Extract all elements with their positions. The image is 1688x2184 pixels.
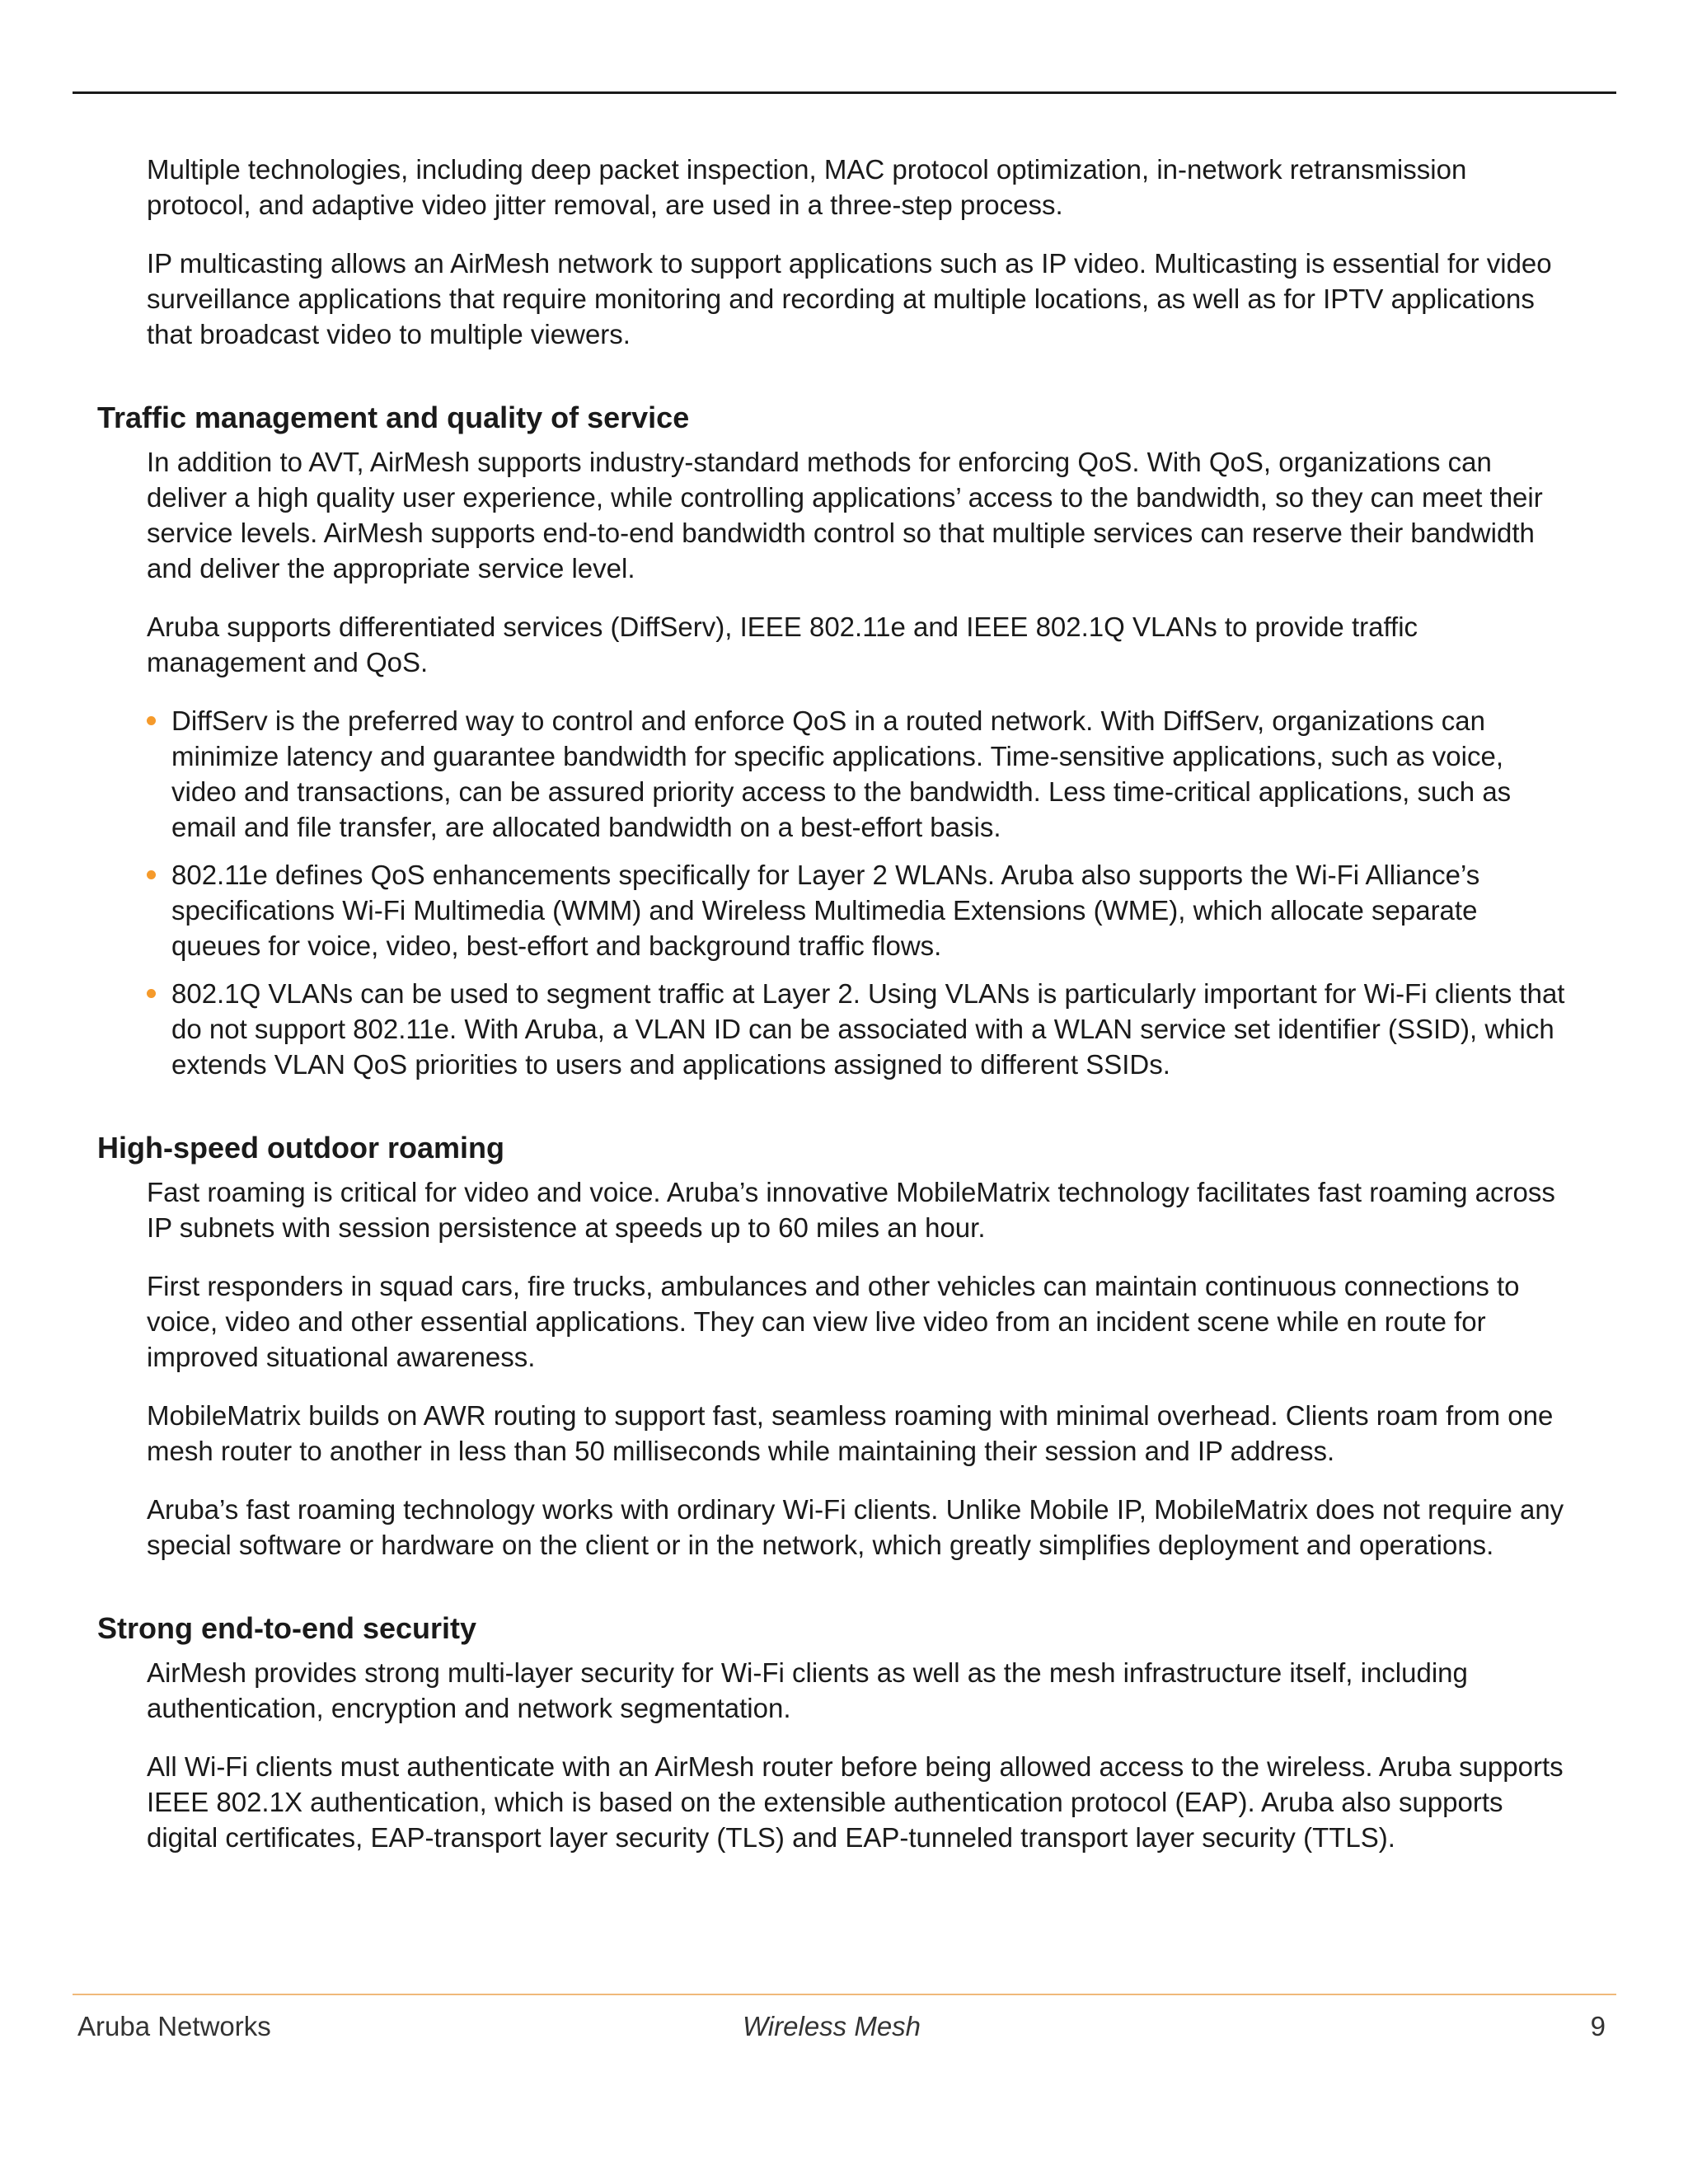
- list-item-text: 802.11e defines QoS enhancements specifically for Layer 2 WLANs. Aruba also supports the Wi-Fi Alliance’s specifications Wi-Fi Multimedia (WMM) and Wireless Multimedia Extensions (WME), which allocate separate queues for voice, video, best-effort and background traffic flows.: [171, 860, 1480, 961]
- header-rule: [73, 91, 1616, 94]
- list-item-text: 802.1Q VLANs can be used to segment traffic at Layer 2. Using VLANs is particularly important for Wi-Fi clients that do not support 802.11e. With Aruba, a VLAN ID can be associated with a WLAN service set identifier (SSID), which extends VLAN QoS priorities to users and applications assigned to different SSIDs.: [171, 978, 1565, 1080]
- section-heading-security: Strong end-to-end security: [97, 1611, 477, 1645]
- bullet-dot-icon: [147, 716, 156, 725]
- bullet-dot-icon: [147, 989, 156, 998]
- roaming-paragraph: Fast roaming is critical for video and voice. Aruba’s innovative MobileMatrix technology facilitates fast roaming across IP subnets with session persistence at speeds up to 60 miles an hour.: [147, 1177, 1555, 1243]
- list-item: [147, 976, 1573, 1082]
- footer-rule: [73, 1994, 1616, 1995]
- roaming-paragraph: Aruba’s fast roaming technology works with ordinary Wi-Fi clients. Unlike Mobile IP, MobileMatrix does not require any special software or hardware on the client or in the network, which greatly simplifies deployment and operations.: [147, 1494, 1564, 1560]
- list-item: [147, 703, 1573, 845]
- traffic-paragraph: In addition to AVT, AirMesh supports industry-standard methods for enforcing QoS. With QoS, organizations can deliver a high quality user experience, while controlling applications’ access to the bandwidth, so they can meet their service levels. AirMesh supports end-to-end bandwidth control so that multiple services can reserve their bandwidth and deliver the appropriate service level.: [147, 447, 1543, 583]
- roaming-paragraph: MobileMatrix builds on AWR routing to support fast, seamless roaming with minimal overhead. Clients roam from one mesh router to another in less than 50 milliseconds while maintaining their session and IP address.: [147, 1400, 1554, 1466]
- list-item-text: DiffServ is the preferred way to control and enforce QoS in a routed network. With DiffServ, organizations can minimize latency and guarantee bandwidth for specific applications. Time-sensitive applications, such as voice, video and transactions, can be assured priority access to the bandwidth. Less time-critical applications, such as email and file transfer, are allocated bandwidth on a best-effort basis.: [171, 705, 1512, 842]
- footer-page-number: 9: [1590, 2011, 1606, 2041]
- intro-paragraph: Multiple technologies, including deep packet inspection, MAC protocol optimization, in-network retransmission protocol, and adaptive video jitter removal, are used in a three-step process.: [147, 154, 1467, 220]
- section-heading-traffic: Traffic management and quality of service: [97, 401, 690, 434]
- list-item: [147, 857, 1573, 963]
- security-paragraph: All Wi-Fi clients must authenticate with an AirMesh router before being allowed access to the wireless. Aruba supports IEEE 802.1X authentication, which is based on the extensible authentication protocol (EAP). Aruba also supports digital certificates, EAP-transport layer security (TLS) and EAP-tunneled transport layer security (TTLS).: [147, 1751, 1564, 1853]
- security-paragraph: AirMesh provides strong multi-layer security for Wi-Fi clients as well as the mesh infrastructure itself, including authentication, encryption and network segmentation.: [147, 1657, 1468, 1723]
- page-body: [97, 152, 1573, 1878]
- traffic-paragraph: Aruba supports differentiated services (DiffServ), IEEE 802.11e and IEEE 802.1Q VLANs to provide traffic management and QoS.: [147, 612, 1418, 677]
- qos-bullet-list: [147, 703, 1573, 1082]
- roaming-paragraph: First responders in squad cars, fire trucks, ambulances and other vehicles can maintain continuous connections to voice, video and other essential applications. They can view live video from an incident scene while en route for improved situational awareness.: [147, 1271, 1520, 1372]
- section-heading-roaming: High-speed outdoor roaming: [97, 1131, 504, 1165]
- footer-company: Aruba Networks: [77, 2011, 271, 2041]
- bullet-dot-icon: [147, 870, 156, 879]
- footer-document-title: Wireless Mesh: [742, 2011, 921, 2041]
- intro-paragraph: IP multicasting allows an AirMesh network to support applications such as IP video. Multicasting is essential for video surveillance applications that require monitoring and recording at multiple locations, as well as for IPTV applications that broadcast video to multiple viewers.: [147, 248, 1552, 349]
